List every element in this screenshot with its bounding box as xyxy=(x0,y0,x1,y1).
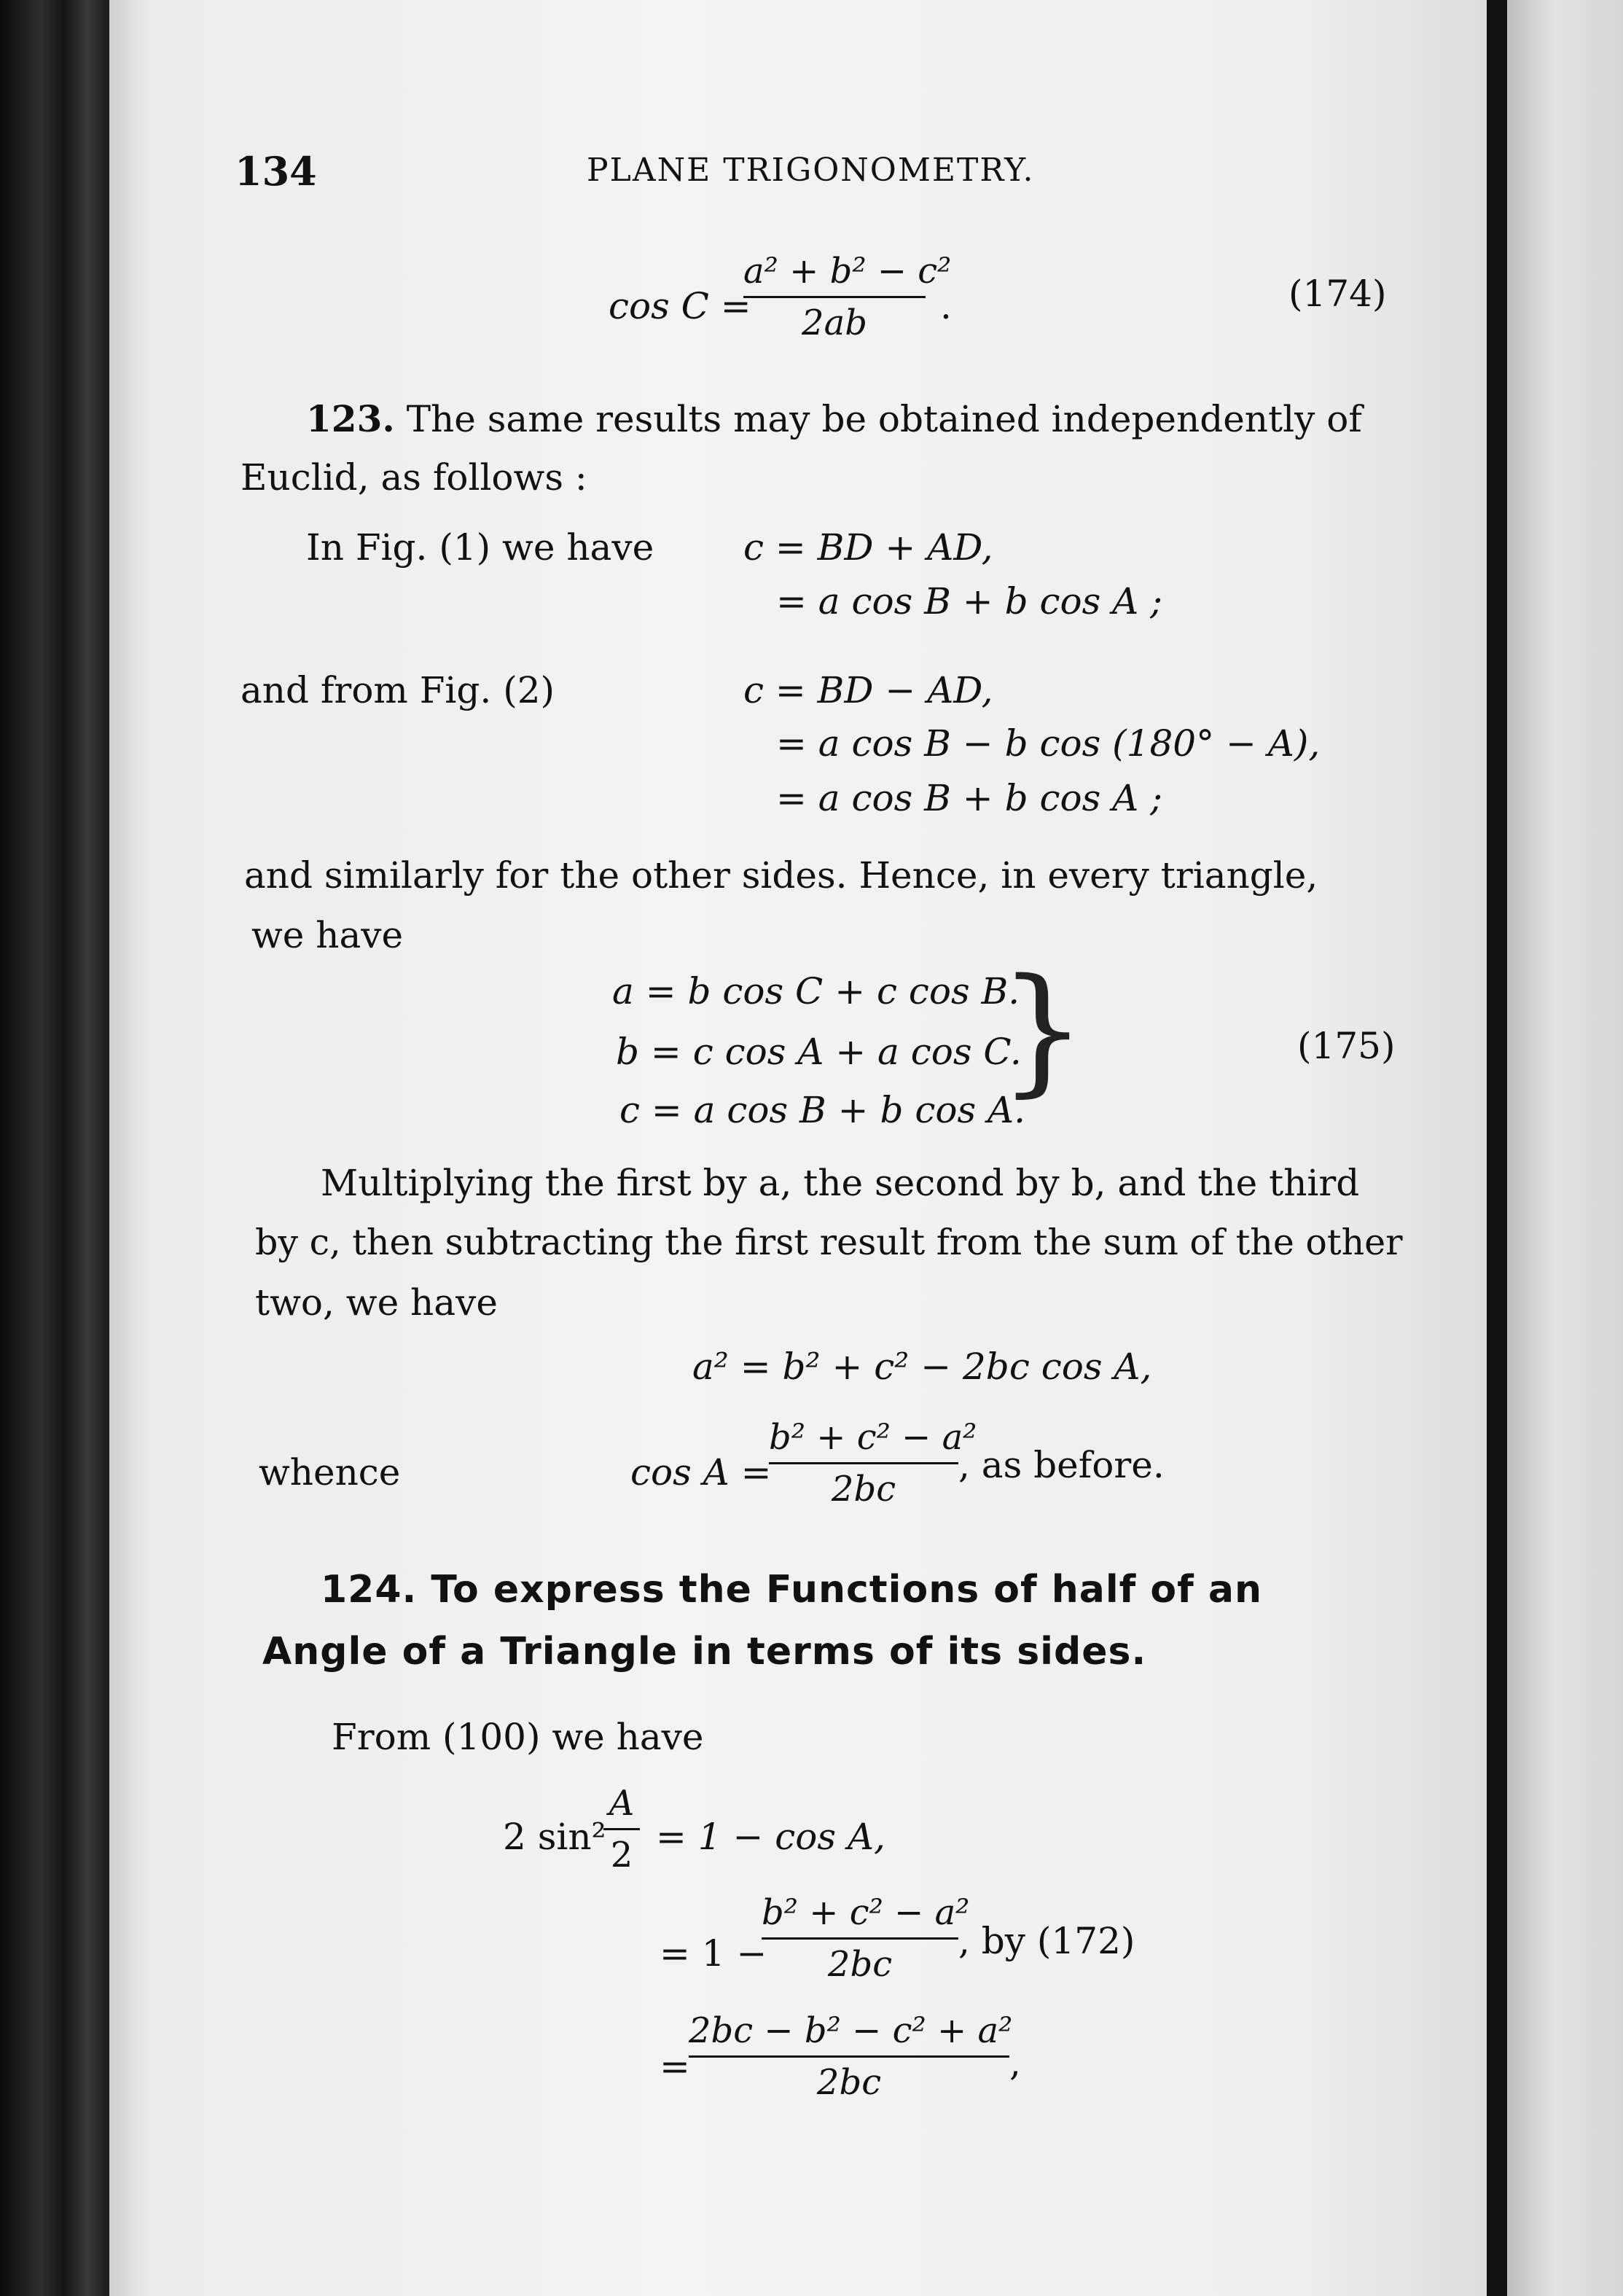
cos-a-denominator: 2bc xyxy=(831,1469,896,1510)
eq2-lhs: = 1 − xyxy=(660,1932,767,1975)
multiply-line2: by c, then subtracting the first result from the sum of the other xyxy=(255,1222,1403,1263)
sec124-heading-line1: 124. To express the Functions of half of an xyxy=(321,1568,1262,1612)
eq174-numerator: a² + b² − c² xyxy=(743,251,952,292)
fig1-eq2: = a cos B + b cos A ; xyxy=(776,580,1162,622)
eq1-half-numerator: A xyxy=(609,1783,635,1824)
eq3-denominator: 2bc xyxy=(816,2062,882,2103)
multiply-line3: two, we have xyxy=(255,1281,498,1324)
eq2-tail: , by (172) xyxy=(958,1920,1135,1962)
eq175-label: (175) xyxy=(1297,1025,1396,1067)
fig2-eq1: c = BD − AD, xyxy=(743,669,993,711)
page-number: 134 xyxy=(235,148,317,195)
eq175-line2: b = c cos A + a cos C. xyxy=(616,1031,1022,1073)
eq175-brace: } xyxy=(998,949,1087,1110)
fig2-eq2: = a cos B − b cos (180° − A), xyxy=(776,722,1321,765)
similar-line1: and similarly for the other sides. Hence, in every triangle, xyxy=(244,854,1318,897)
cosine-law-eq: a² = b² + c² − 2bc cos A, xyxy=(692,1346,1152,1388)
fig2-text: and from Fig. (2) xyxy=(240,669,555,711)
eq3-tail: , xyxy=(1009,2042,1021,2084)
similar-line2: we have xyxy=(251,914,404,956)
eq1-rhs: = 1 − cos A, xyxy=(656,1816,885,1858)
eq3-numerator: 2bc − b² − c² + a² xyxy=(689,2010,1013,2051)
cos-a-tail: , as before. xyxy=(958,1444,1165,1486)
fig2-eq3: = a cos B + b cos A ; xyxy=(776,777,1162,819)
eq3-lhs: = xyxy=(660,2045,690,2088)
from-100-text: From (100) we have xyxy=(332,1716,704,1758)
whence-text: whence xyxy=(259,1451,401,1493)
eq174-tail: . xyxy=(940,285,952,327)
eq1-half-denominator: 2 xyxy=(610,1835,633,1875)
cos-a-fraction xyxy=(769,1417,977,1510)
eq174-lhs: cos C = xyxy=(609,285,751,327)
page-edge-shadow xyxy=(1487,0,1509,2296)
multiply-line1: Multiplying the first by a, the second by b, and the third xyxy=(321,1162,1360,1204)
eq1-half-fraction xyxy=(603,1783,640,1875)
eq2-denominator: 2bc xyxy=(827,1944,893,1985)
fig1-text: In Fig. (1) we have xyxy=(306,526,654,569)
adjacent-page-edge xyxy=(1507,0,1623,2296)
eq2-fraction xyxy=(762,1892,970,1985)
sec124-heading-line2: Angle of a Triangle in terms of its sides. xyxy=(262,1630,1147,1674)
eq2-numerator: b² + c² − a² xyxy=(762,1892,970,1933)
eq174-label: (174) xyxy=(1288,273,1387,315)
eq1-lhs: 2 sin² xyxy=(503,1816,606,1858)
fig1-eq1: c = BD + AD, xyxy=(743,526,993,569)
eq3-fraction xyxy=(689,2010,1013,2103)
cos-a-numerator: b² + c² − a² xyxy=(769,1417,977,1458)
sec123-line1: 123. The same results may be obtained independently of xyxy=(306,397,1362,440)
eq174-fraction xyxy=(743,251,952,343)
eq175-line1: a = b cos C + c cos B. xyxy=(612,970,1020,1012)
sec123-line2: Euclid, as follows : xyxy=(240,456,587,499)
eq175-line3: c = a cos B + b cos A. xyxy=(619,1089,1026,1131)
eq174-denominator: 2ab xyxy=(802,302,867,343)
running-title: PLANE TRIGONOMETRY. xyxy=(587,152,1035,189)
book-spine xyxy=(0,0,117,2296)
cos-a-lhs: cos A = xyxy=(630,1451,772,1493)
